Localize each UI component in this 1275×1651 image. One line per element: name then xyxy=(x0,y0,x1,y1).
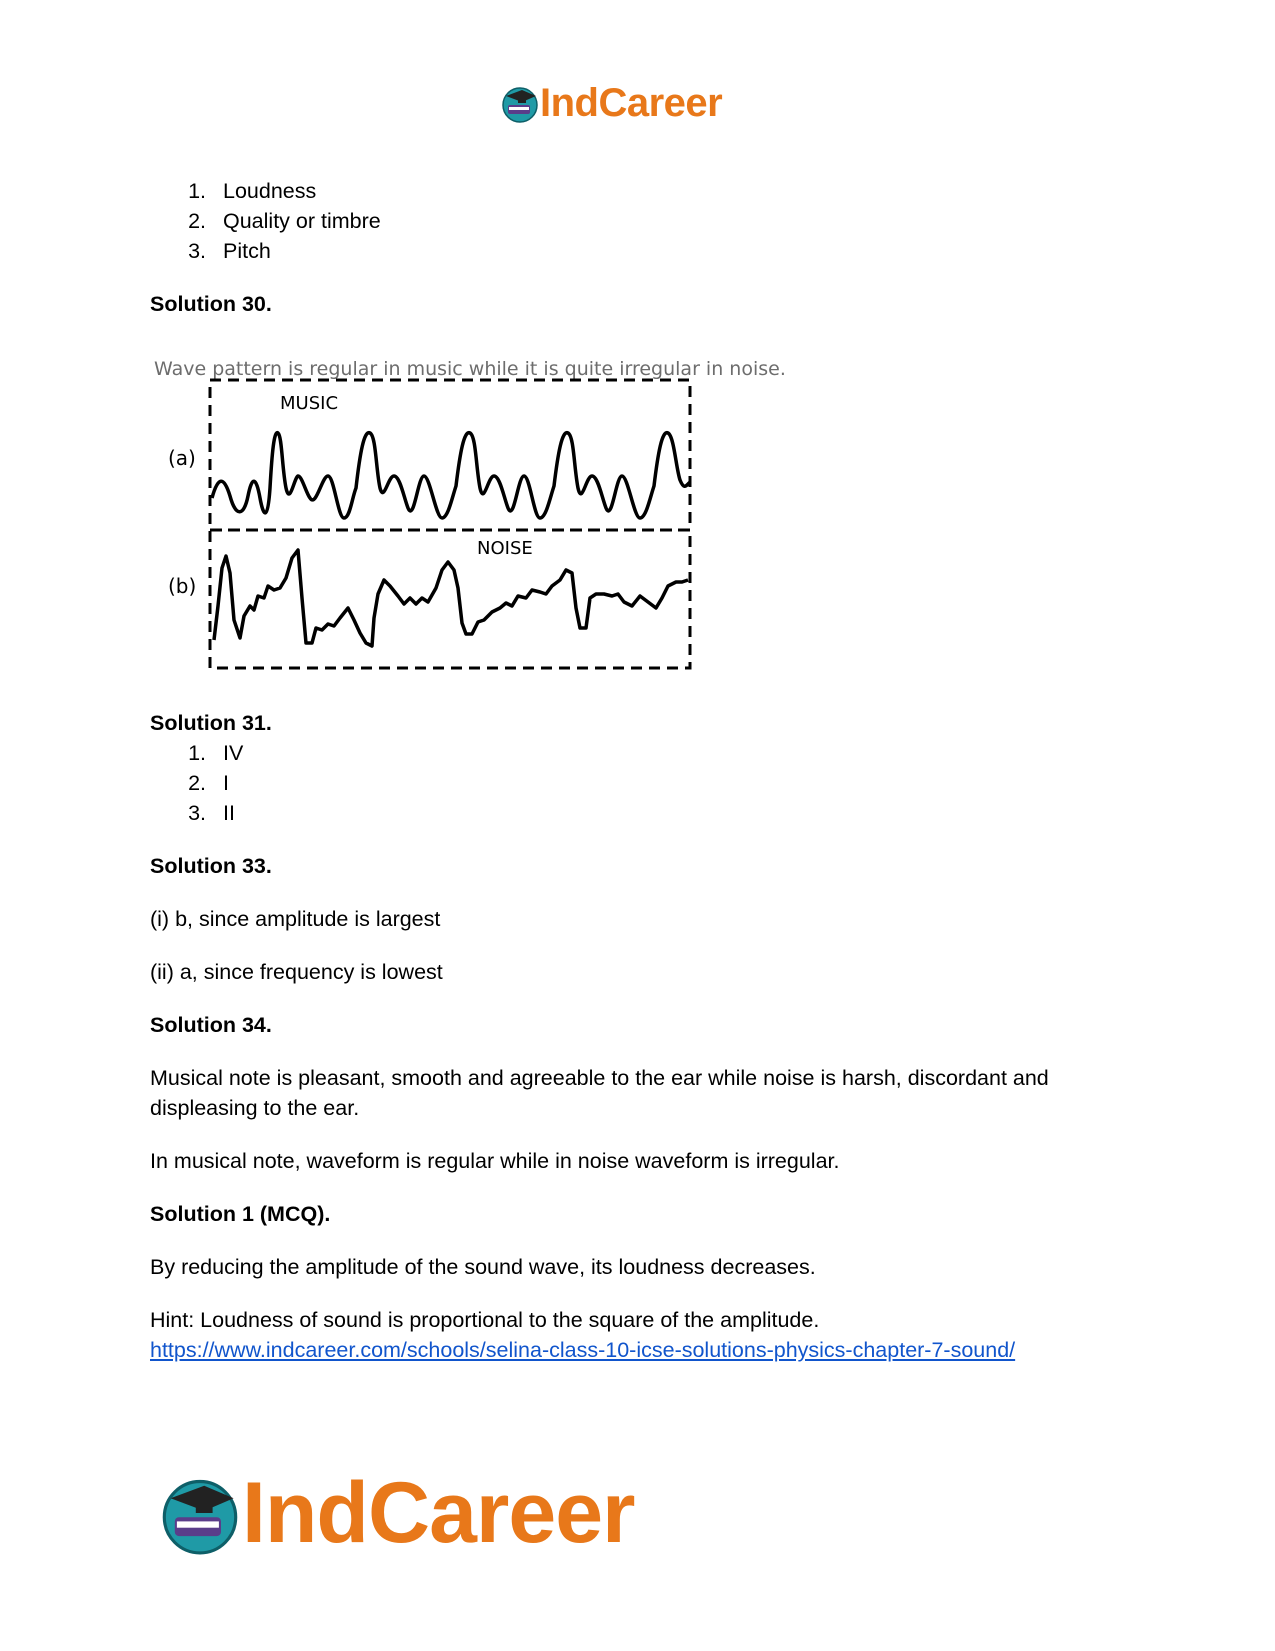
header-logo xyxy=(500,78,722,128)
solution-30-heading: Solution 30. xyxy=(150,292,272,316)
noise-frame xyxy=(210,530,690,668)
solution-mcq1-hint: Hint: Loudness of sound is proportional to the square of the amplitude. xyxy=(150,1308,820,1332)
solution-mcq1-heading: Solution 1 (MCQ). xyxy=(150,1202,331,1226)
list-number: 2. xyxy=(188,209,206,233)
graduation-book-icon xyxy=(500,83,540,123)
logo-text: IndCareer xyxy=(242,1464,635,1561)
list-item xyxy=(150,768,1140,798)
solution-33-heading: Solution 33. xyxy=(150,854,272,878)
solution-31-heading: Solution 31. xyxy=(150,711,272,735)
solution-33-line-1: (i) b, since amplitude is largest xyxy=(150,907,441,931)
list-number: 2. xyxy=(188,771,206,795)
source-link[interactable]: https://www.indcareer.com/schools/selina-class-10-icse-solutions-physics-chapter-7-sound/ xyxy=(150,1338,1016,1362)
list-number: 1. xyxy=(188,179,206,203)
list-item xyxy=(150,738,1140,768)
graduation-book-icon xyxy=(158,1471,242,1555)
list-text: Pitch xyxy=(223,239,271,263)
wave-diagram xyxy=(152,358,792,708)
list-item xyxy=(150,176,1140,206)
list-item xyxy=(150,206,1140,236)
solutions-section xyxy=(150,708,1140,1365)
logo-text: IndCareer xyxy=(540,81,723,125)
list-number: 1. xyxy=(188,741,206,765)
list-item xyxy=(150,798,1140,828)
list-a xyxy=(150,176,1140,266)
list-text: Loudness xyxy=(223,179,317,203)
figure-caption: Wave pattern is regular in music while it is quite irregular in noise. xyxy=(154,358,786,380)
solution-34-para-1: Musical note is pleasant, smooth and agreeable to the ear while noise is harsh, discordant and displeasing to the ear. xyxy=(150,1066,1049,1120)
music-label: MUSIC xyxy=(280,393,339,414)
document-body xyxy=(150,176,1140,319)
list-number: 3. xyxy=(188,239,206,263)
solution-34-heading: Solution 34. xyxy=(150,1013,272,1037)
source-link-line xyxy=(150,1335,1140,1365)
list-text: I xyxy=(223,771,229,795)
solution-33-line-2: (ii) a, since frequency is lowest xyxy=(150,960,443,984)
label-b: (b) xyxy=(168,574,197,598)
list-text: IV xyxy=(223,741,244,765)
noise-waveform xyxy=(214,550,688,646)
noise-label: NOISE xyxy=(477,538,533,559)
footer-logo xyxy=(158,1465,635,1560)
music-waveform xyxy=(212,433,690,518)
label-a: (a) xyxy=(168,446,196,470)
list-text: Quality or timbre xyxy=(223,209,381,233)
solution-34-para-2: In musical note, waveform is regular while in noise waveform is irregular. xyxy=(150,1149,840,1173)
list-item xyxy=(150,236,1140,266)
solution-mcq1-para: By reducing the amplitude of the sound wave, its loudness decreases. xyxy=(150,1255,816,1279)
wave-figure xyxy=(152,358,792,708)
list-number: 3. xyxy=(188,801,206,825)
list-text: II xyxy=(223,801,235,825)
list-solution-31 xyxy=(150,738,1140,828)
